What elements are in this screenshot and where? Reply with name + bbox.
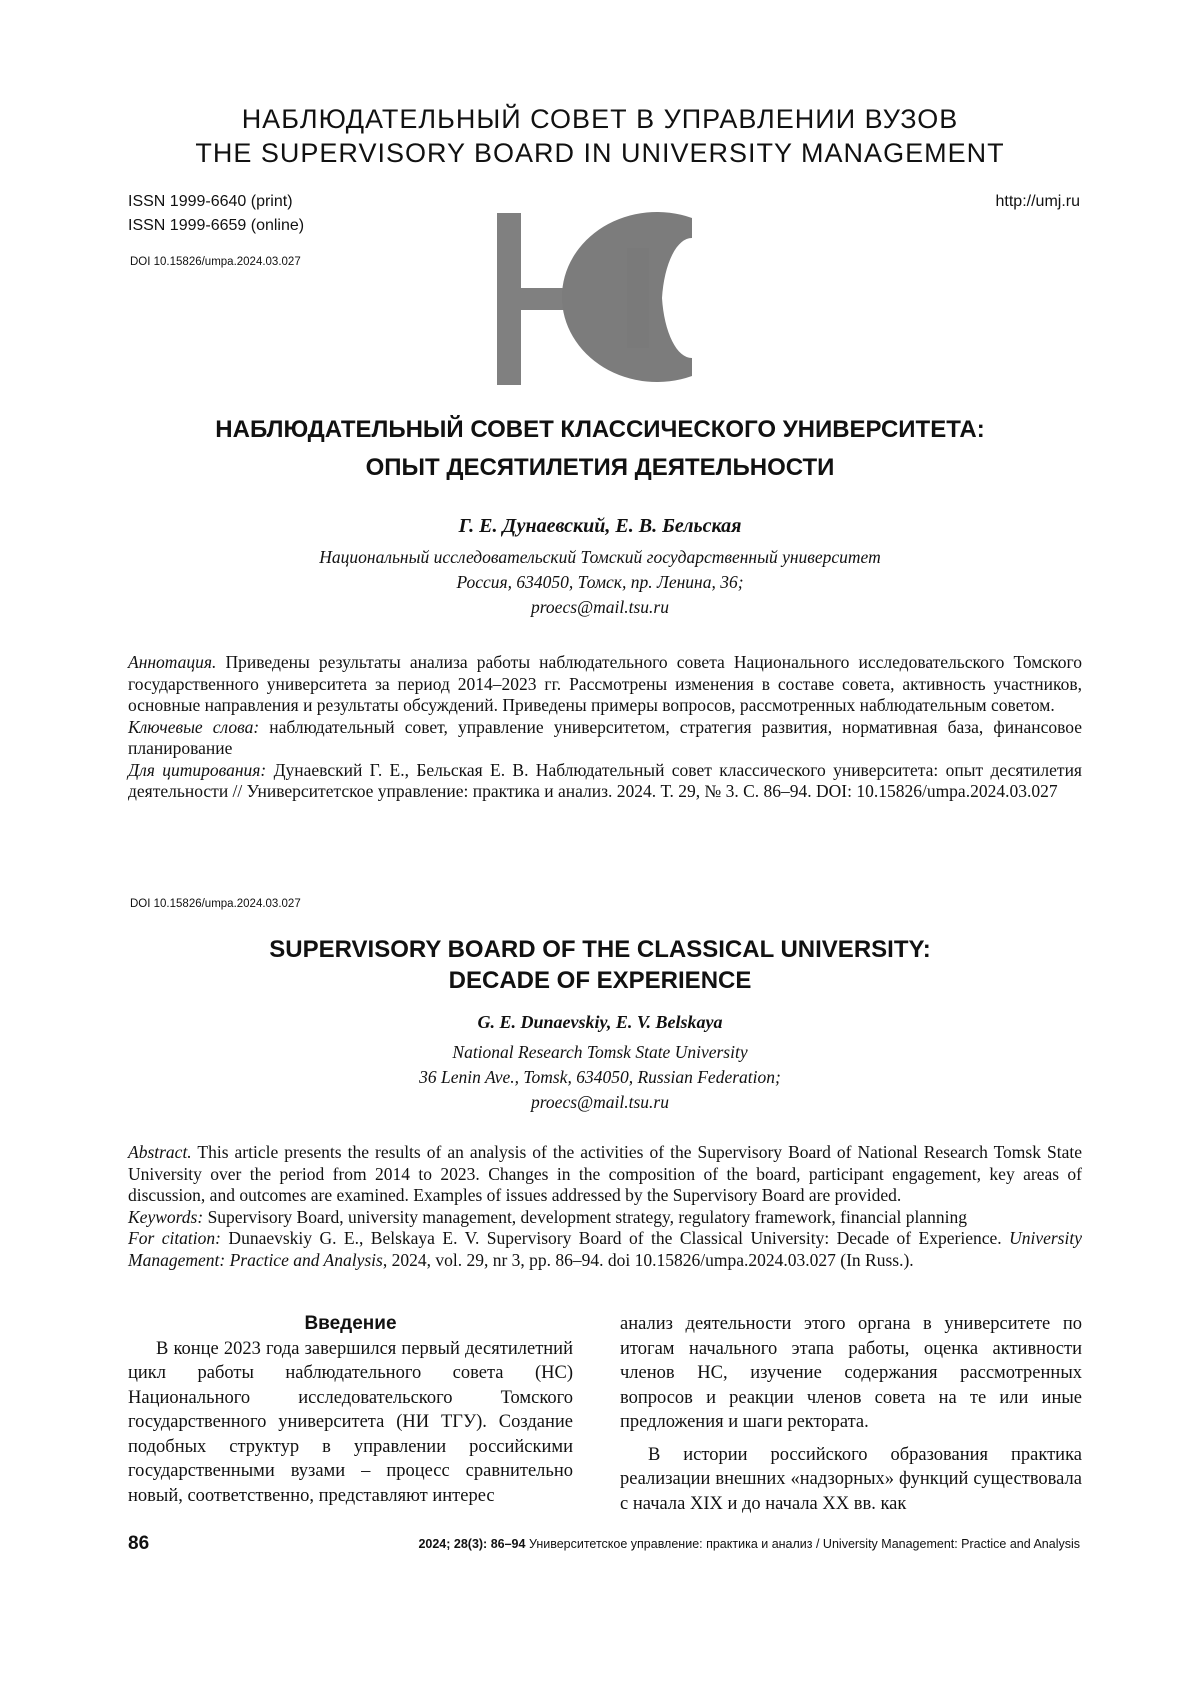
title-line: ОПЫТ ДЕСЯТИЛЕТИЯ ДЕЯТЕЛЬНОСТИ [0,449,1200,487]
affiliation: National Research Tomsk State University [0,1040,1200,1065]
keywords-label: Keywords: [128,1207,203,1227]
address: 36 Lenin Ave., Tomsk, 634050, Russian Federation; [0,1065,1200,1090]
keywords-label: Ключевые слова: [128,717,259,737]
annotation-text: Приведены результаты анализа работы наблюдательного совета Национального исследовательского Томского государственного университета за период 2014–2023 гг. Рассмотрены изменения в составе совета, активность участников, основные направления и результаты обсуждений. Приведены примеры вопросов, рассмотренных наблюдательным советом. [128,652,1082,715]
page [0,0,1200,1707]
abstract-text: This article presents the results of an analysis of the activities of the Supervisory Board of National Research Tomsk State University over the period from 2014 to 2023. Changes in the composition of the board, participant engagement, key areas of discussion, and outcomes are examined. Examples of issues addressed by the Supervisory Board are provided. [128,1142,1082,1205]
body-left-column [128,1312,573,1508]
journal-url[interactable]: http://umj.ru [996,190,1080,214]
affiliation-en [0,1040,1200,1115]
journal-title-en: THE SUPERVISORY BOARD IN UNIVERSITY MANAGEMENT [0,136,1200,170]
authors-en: G. E. Dunaevskiy, E. V. Belskaya [0,1012,1200,1033]
keywords [128,717,1082,760]
keywords-text: Supervisory Board, university management, development strategy, regulatory framework, financial planning [203,1207,967,1227]
citation-journal: University Management: Practice and Analysis [128,1228,1082,1270]
citation-label: Для цитирования: [128,760,266,780]
page-number: 86 [128,1533,149,1555]
journal-title-ru: НАБЛЮДАТЕЛЬНЫЙ СОВЕТ В УПРАВЛЕНИИ ВУЗОВ [0,102,1200,136]
issn-block [128,190,304,238]
journal-title [0,102,1200,170]
abstract [128,1142,1082,1207]
abstract-label: Abstract. [128,1142,192,1162]
keywords-text: наблюдательный совет, управление университетом, стратегия развития, нормативная база, финансовое планирование [128,717,1082,759]
doi-en: DOI 10.15826/umpa.2024.03.027 [130,898,301,910]
email[interactable]: proecs@mail.tsu.ru [0,595,1200,620]
paragraph: В истории российского образования практика реализации внешних «надзорных» функций существовала с начала XIX и до начала XX вв. как [620,1443,1082,1517]
annotation-label: Аннотация. [128,652,216,672]
annotation [128,652,1082,717]
doi: DOI 10.15826/umpa.2024.03.027 [130,256,301,268]
title-line: SUPERVISORY BOARD OF THE CLASSICAL UNIVERSITY: [0,934,1200,965]
keywords [128,1207,1082,1229]
issn-online: ISSN 1999-6659 (online) [128,214,304,238]
paragraph: анализ деятельности этого органа в университете по итогам начального этапа работы, оценка активности членов НС, изучение содержания рассмотренных вопросов и реакции членов совета на те или иные предложения и шаги ректората. [620,1312,1082,1435]
footer-citation [418,1537,1080,1551]
authors-ru: Г. Е. Дунаевский, Е. В. Бельская [0,515,1200,538]
citation [128,760,1082,803]
annotation-ru [128,652,1082,803]
paragraph: В конце 2023 года завершился первый десятилетний цикл работы наблюдательного совета (НС) Национального исследовательского Томского государственного университета (НИ ТГУ). Создание подобных структур в управлении российскими государственными вузами – процесс сравнительно новый, соответственно, представляют интерес [128,1337,573,1509]
article-title-ru [0,411,1200,487]
journal-logo [497,208,697,388]
citation [128,1228,1082,1271]
article-title-en [0,934,1200,996]
abstract-en [128,1142,1082,1271]
affiliation: Национальный исследовательский Томский государственный университет [0,545,1200,570]
citation-text: Дунаевский Г. Е., Бельская Е. В. Наблюдательный совет классического университета: опыт десятилетия деятельности // Университетское управление: практика и анализ. 2024. Т. 29, № 3. С. 86–94. DOI: 10.15826/umpa.2024.03.027 [128,760,1082,802]
citation-text: , 2024, vol. 29, nr 3, pp. 86–94. doi 10.15826/umpa.2024.03.027 (In Russ.). [383,1250,914,1270]
email[interactable]: proecs@mail.tsu.ru [0,1090,1200,1115]
affiliation-ru [0,545,1200,620]
issn-print: ISSN 1999-6640 (print) [128,190,304,214]
body-right-column [620,1312,1082,1516]
citation-label: For citation: [128,1228,221,1248]
title-line: DECADE OF EXPERIENCE [0,965,1200,996]
footer-journal: Университетское управление: практика и анализ / University Management: Practice and Analysis [525,1537,1080,1551]
citation-text: Dunaevskiy G. E., Belskaya E. V. Supervisory Board of the Classical University: Decade of Experience. [221,1228,1009,1248]
address: Россия, 634050, Томск, пр. Ленина, 36; [0,570,1200,595]
section-heading: Введение [128,1312,573,1337]
title-line: НАБЛЮДАТЕЛЬНЫЙ СОВЕТ КЛАССИЧЕСКОГО УНИВЕРСИТЕТА: [0,411,1200,449]
footer-issue: 2024; 28(3): 86–94 [418,1537,525,1551]
